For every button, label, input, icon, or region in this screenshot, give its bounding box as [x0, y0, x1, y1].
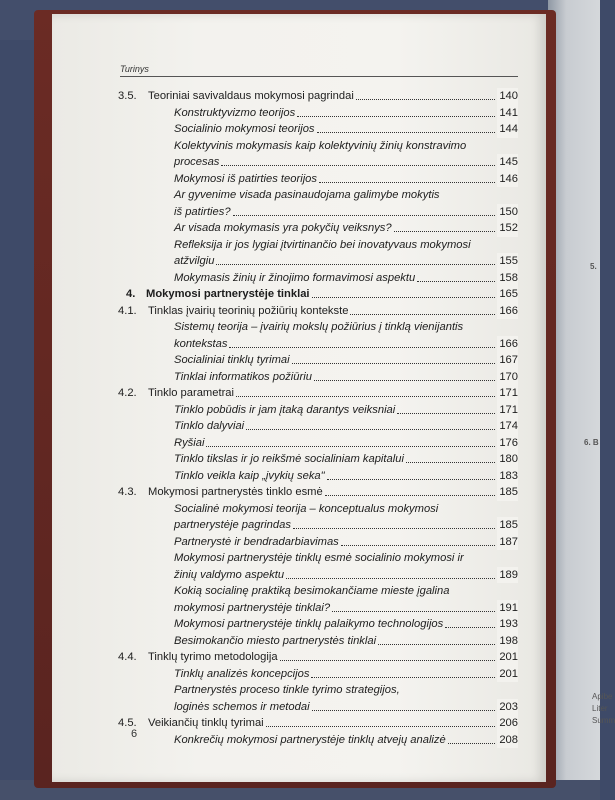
- toc-subsection: [118, 154, 518, 171]
- toc-title: Sistemų teorija – įvairių mokslų požiūrius į tinklą vienijantis: [174, 321, 464, 333]
- toc-title: Mokymasis žinių ir žinojimo formavimosi aspektu: [174, 271, 416, 284]
- toc-leader-dots: [280, 660, 495, 661]
- toc-leader-dots: [448, 743, 495, 744]
- toc-number: 4.: [126, 288, 136, 300]
- toc-title: Teoriniai savivaldaus mokymosi pagrindai: [148, 90, 354, 102]
- toc-page-number: 185: [497, 517, 518, 534]
- toc-page-number: 166: [497, 303, 518, 320]
- toc-page-number: 155: [497, 253, 518, 270]
- toc-leader-dots: [332, 611, 495, 612]
- toc-leader-dots: [356, 99, 495, 100]
- toc-page-number: 201: [497, 649, 518, 666]
- toc-leader-dots: [406, 462, 495, 463]
- toc-leader-dots: [350, 314, 495, 315]
- toc-subsection: [118, 336, 518, 353]
- toc-subsection: [118, 517, 518, 534]
- toc-subsection: [118, 319, 518, 336]
- toc-title: Tinklo veikla kaip „įvykių seka": [174, 469, 325, 482]
- toc-title: Kolektyvinis mokymasis kaip kolektyvinių žinių konstravimo: [174, 139, 467, 152]
- facing-page-fragment: 5.: [590, 262, 597, 271]
- toc-subsection: [118, 451, 518, 468]
- toc-title: Veikiančių tinklų tyrimai: [148, 717, 264, 729]
- toc-title: Tinklo tikslas ir jo reikšmė socialiniam kapitalui: [174, 453, 404, 465]
- toc-title: Tinklų tyrimo metodologija: [148, 651, 278, 663]
- toc-page-number: 170: [497, 369, 518, 386]
- toc-leader-dots: [341, 545, 495, 546]
- toc-page-number: 158: [497, 270, 518, 287]
- toc-title: Ar visada mokymasis yra pokyčių veiksnys?: [174, 222, 392, 234]
- toc-page-number: 208: [497, 732, 518, 749]
- toc-page-number: 141: [497, 105, 518, 122]
- toc-title: Mokymosi partnerystės tinklo esmė: [148, 486, 323, 498]
- toc-number: 4.1.: [118, 304, 137, 317]
- toc-subsection: [118, 666, 518, 683]
- toc-title: Ryšiai: [174, 436, 205, 449]
- toc-title: mokymosi partnerystėje tinklai?: [174, 601, 331, 614]
- toc-title: Mokymosi partnerystėje tinklų palaikymo technologijos: [174, 618, 444, 630]
- toc-leader-dots: [221, 165, 495, 166]
- toc-leader-dots: [397, 413, 495, 414]
- toc-leader-dots: [233, 215, 495, 216]
- toc-page-number: 174: [497, 418, 518, 435]
- toc-leader-dots: [286, 578, 495, 579]
- toc-subsection: [118, 418, 518, 435]
- toc-number: 3.5.: [118, 90, 137, 102]
- toc-page-number: 185: [497, 484, 518, 501]
- toc-subsection: [118, 105, 518, 122]
- toc-leader-dots: [312, 297, 495, 298]
- toc-leader-dots: [293, 528, 495, 529]
- toc-leader-dots: [236, 396, 495, 397]
- toc-title: Partnerystė ir bendradarbiavimas: [174, 535, 339, 548]
- toc-page-number: 171: [497, 402, 518, 419]
- toc-subsection: [118, 237, 518, 254]
- toc-title: Mokymosi iš patirties teorijos: [174, 172, 317, 185]
- table-of-contents: [118, 88, 518, 748]
- toc-number: 4.3.: [118, 486, 137, 498]
- toc-section: [118, 385, 518, 402]
- toc-leader-dots: [292, 363, 495, 364]
- toc-subsection: [118, 583, 518, 600]
- facing-page-fragment: 6. B: [584, 438, 599, 447]
- toc-page-number: 165: [497, 286, 518, 303]
- toc-leader-dots: [325, 495, 495, 496]
- toc-title: Socialinio mokymosi teorijos: [174, 123, 315, 135]
- toc-page-number: 187: [497, 534, 518, 551]
- toc-page-number: 166: [497, 336, 518, 353]
- toc-title: žinių valdymo aspektu: [174, 568, 285, 581]
- page-number: 6: [131, 728, 138, 740]
- toc-number: 4.2.: [118, 387, 137, 399]
- toc-title: Tinklo parametrai: [148, 387, 235, 399]
- toc-page-number: 201: [497, 666, 518, 683]
- toc-leader-dots: [266, 726, 495, 727]
- toc-title: Mokymosi partnerystėje tinklų esmė socialinio mokymosi ir: [174, 552, 464, 564]
- toc-title: kontekstas: [174, 337, 228, 350]
- toc-title: Tinklai informatikos požiūriu: [174, 370, 312, 383]
- toc-title: loginės schemos ir metodai: [174, 700, 310, 713]
- toc-page-number: 144: [497, 121, 518, 138]
- toc-page-number: 183: [497, 468, 518, 485]
- toc-subsection: [118, 468, 518, 485]
- toc-leader-dots: [417, 281, 495, 282]
- toc-title: Besimokančio miesto partnerystės tinklai: [174, 634, 377, 647]
- toc-page-number: 189: [497, 567, 518, 584]
- toc-page-number: 203: [497, 699, 518, 716]
- toc-title: Tinklo pobūdis ir jam įtaką darantys veiksniai: [174, 403, 396, 416]
- toc-subsection: [118, 600, 518, 617]
- toc-leader-dots: [314, 380, 495, 381]
- toc-title: Partnerystės proceso tinkle tyrimo strategijos,: [174, 684, 400, 696]
- toc-subsection: [118, 550, 518, 567]
- toc-subsection: [118, 534, 518, 551]
- toc-subsection: [118, 204, 518, 221]
- toc-section: [118, 303, 518, 320]
- toc-title: Tinklo dalyviai: [174, 420, 245, 432]
- toc-subsection: [118, 699, 518, 716]
- toc-page-number: 191: [497, 600, 518, 617]
- toc-subsection: [118, 732, 518, 749]
- toc-leader-dots: [297, 116, 495, 117]
- toc-page-number: 150: [497, 204, 518, 221]
- toc-page-number: 206: [497, 715, 518, 732]
- toc-subsection: [118, 435, 518, 452]
- toc-page-number: 145: [497, 154, 518, 171]
- toc-leader-dots: [206, 446, 495, 447]
- toc-leader-dots: [394, 231, 495, 232]
- toc-title: iš patirties?: [174, 205, 231, 218]
- running-head: Turinys: [120, 64, 149, 74]
- toc-title: procesas: [174, 156, 220, 168]
- toc-page-number: 171: [497, 385, 518, 402]
- toc-title: Refleksija ir jos lygiai įtvirtinančio bei inovatyvaus mokymosi: [174, 238, 471, 251]
- toc-title: Ar gyvenime visada pasinaudojama galimybe mokytis: [174, 189, 440, 201]
- toc-number: 4.5.: [118, 717, 137, 729]
- toc-page-number: 176: [497, 435, 518, 452]
- toc-section: [118, 649, 518, 666]
- toc-title: Konkrečių mokymosi partnerystėje tinklų atvejų analizė: [174, 733, 446, 746]
- header-rule: [120, 76, 518, 77]
- toc-leader-dots: [319, 182, 495, 183]
- toc-page-number: 152: [497, 220, 518, 237]
- toc-leader-dots: [229, 347, 495, 348]
- toc-title: partnerystėje pagrindas: [174, 519, 291, 531]
- toc-title: atžvilgiu: [174, 255, 215, 267]
- toc-subsection: [118, 220, 518, 237]
- toc-subsection: [118, 501, 518, 518]
- facing-page-fragment: Summ: [592, 716, 615, 725]
- toc-page-number: 146: [497, 171, 518, 188]
- toc-leader-dots: [378, 644, 495, 645]
- toc-title: Tinklų analizės koncepcijos: [174, 667, 310, 680]
- toc-subsection: [118, 352, 518, 369]
- toc-number: 4.4.: [118, 651, 137, 663]
- toc-title: Tinklas įvairių teorinių požiūrių kontekste: [148, 304, 349, 317]
- toc-subsection: [118, 633, 518, 650]
- toc-page-number: 140: [497, 88, 518, 105]
- toc-leader-dots: [445, 627, 495, 628]
- toc-subsection: [118, 253, 518, 270]
- toc-title: Socialinė mokymosi teorija – konceptualus mokymosi: [174, 502, 439, 515]
- toc-subsection: [118, 270, 518, 287]
- toc-subsection: [118, 567, 518, 584]
- toc-page-number: 180: [497, 451, 518, 468]
- toc-title: Kokią socialinę praktiką besimokančiame mieste įgalina: [174, 585, 450, 597]
- toc-chapter: [118, 286, 518, 303]
- toc-section: [118, 88, 518, 105]
- toc-subsection: [118, 616, 518, 633]
- toc-subsection: [118, 369, 518, 386]
- facing-page-fragment: Liter: [592, 704, 608, 713]
- toc-subsection: [118, 171, 518, 188]
- toc-leader-dots: [312, 710, 495, 711]
- toc-section: [118, 715, 518, 732]
- toc-page-number: 167: [497, 352, 518, 369]
- toc-subsection: [118, 121, 518, 138]
- toc-leader-dots: [216, 264, 495, 265]
- toc-subsection: [118, 187, 518, 204]
- toc-subsection: [118, 402, 518, 419]
- toc-subsection: [118, 138, 518, 155]
- toc-title: Mokymosi partnerystėje tinklai: [146, 288, 310, 300]
- toc-page-number: 193: [497, 616, 518, 633]
- toc-title: Konstruktyvizmo teorijos: [174, 106, 296, 119]
- toc-page-number: 198: [497, 633, 518, 650]
- toc-leader-dots: [246, 429, 495, 430]
- facing-page-fragment: Apibe: [592, 692, 613, 701]
- toc-section: [118, 484, 518, 501]
- toc-leader-dots: [317, 132, 495, 133]
- toc-leader-dots: [327, 479, 495, 480]
- toc-leader-dots: [311, 677, 495, 678]
- toc-title: Socialiniai tinklų tyrimai: [174, 354, 290, 366]
- toc-subsection: [118, 682, 518, 699]
